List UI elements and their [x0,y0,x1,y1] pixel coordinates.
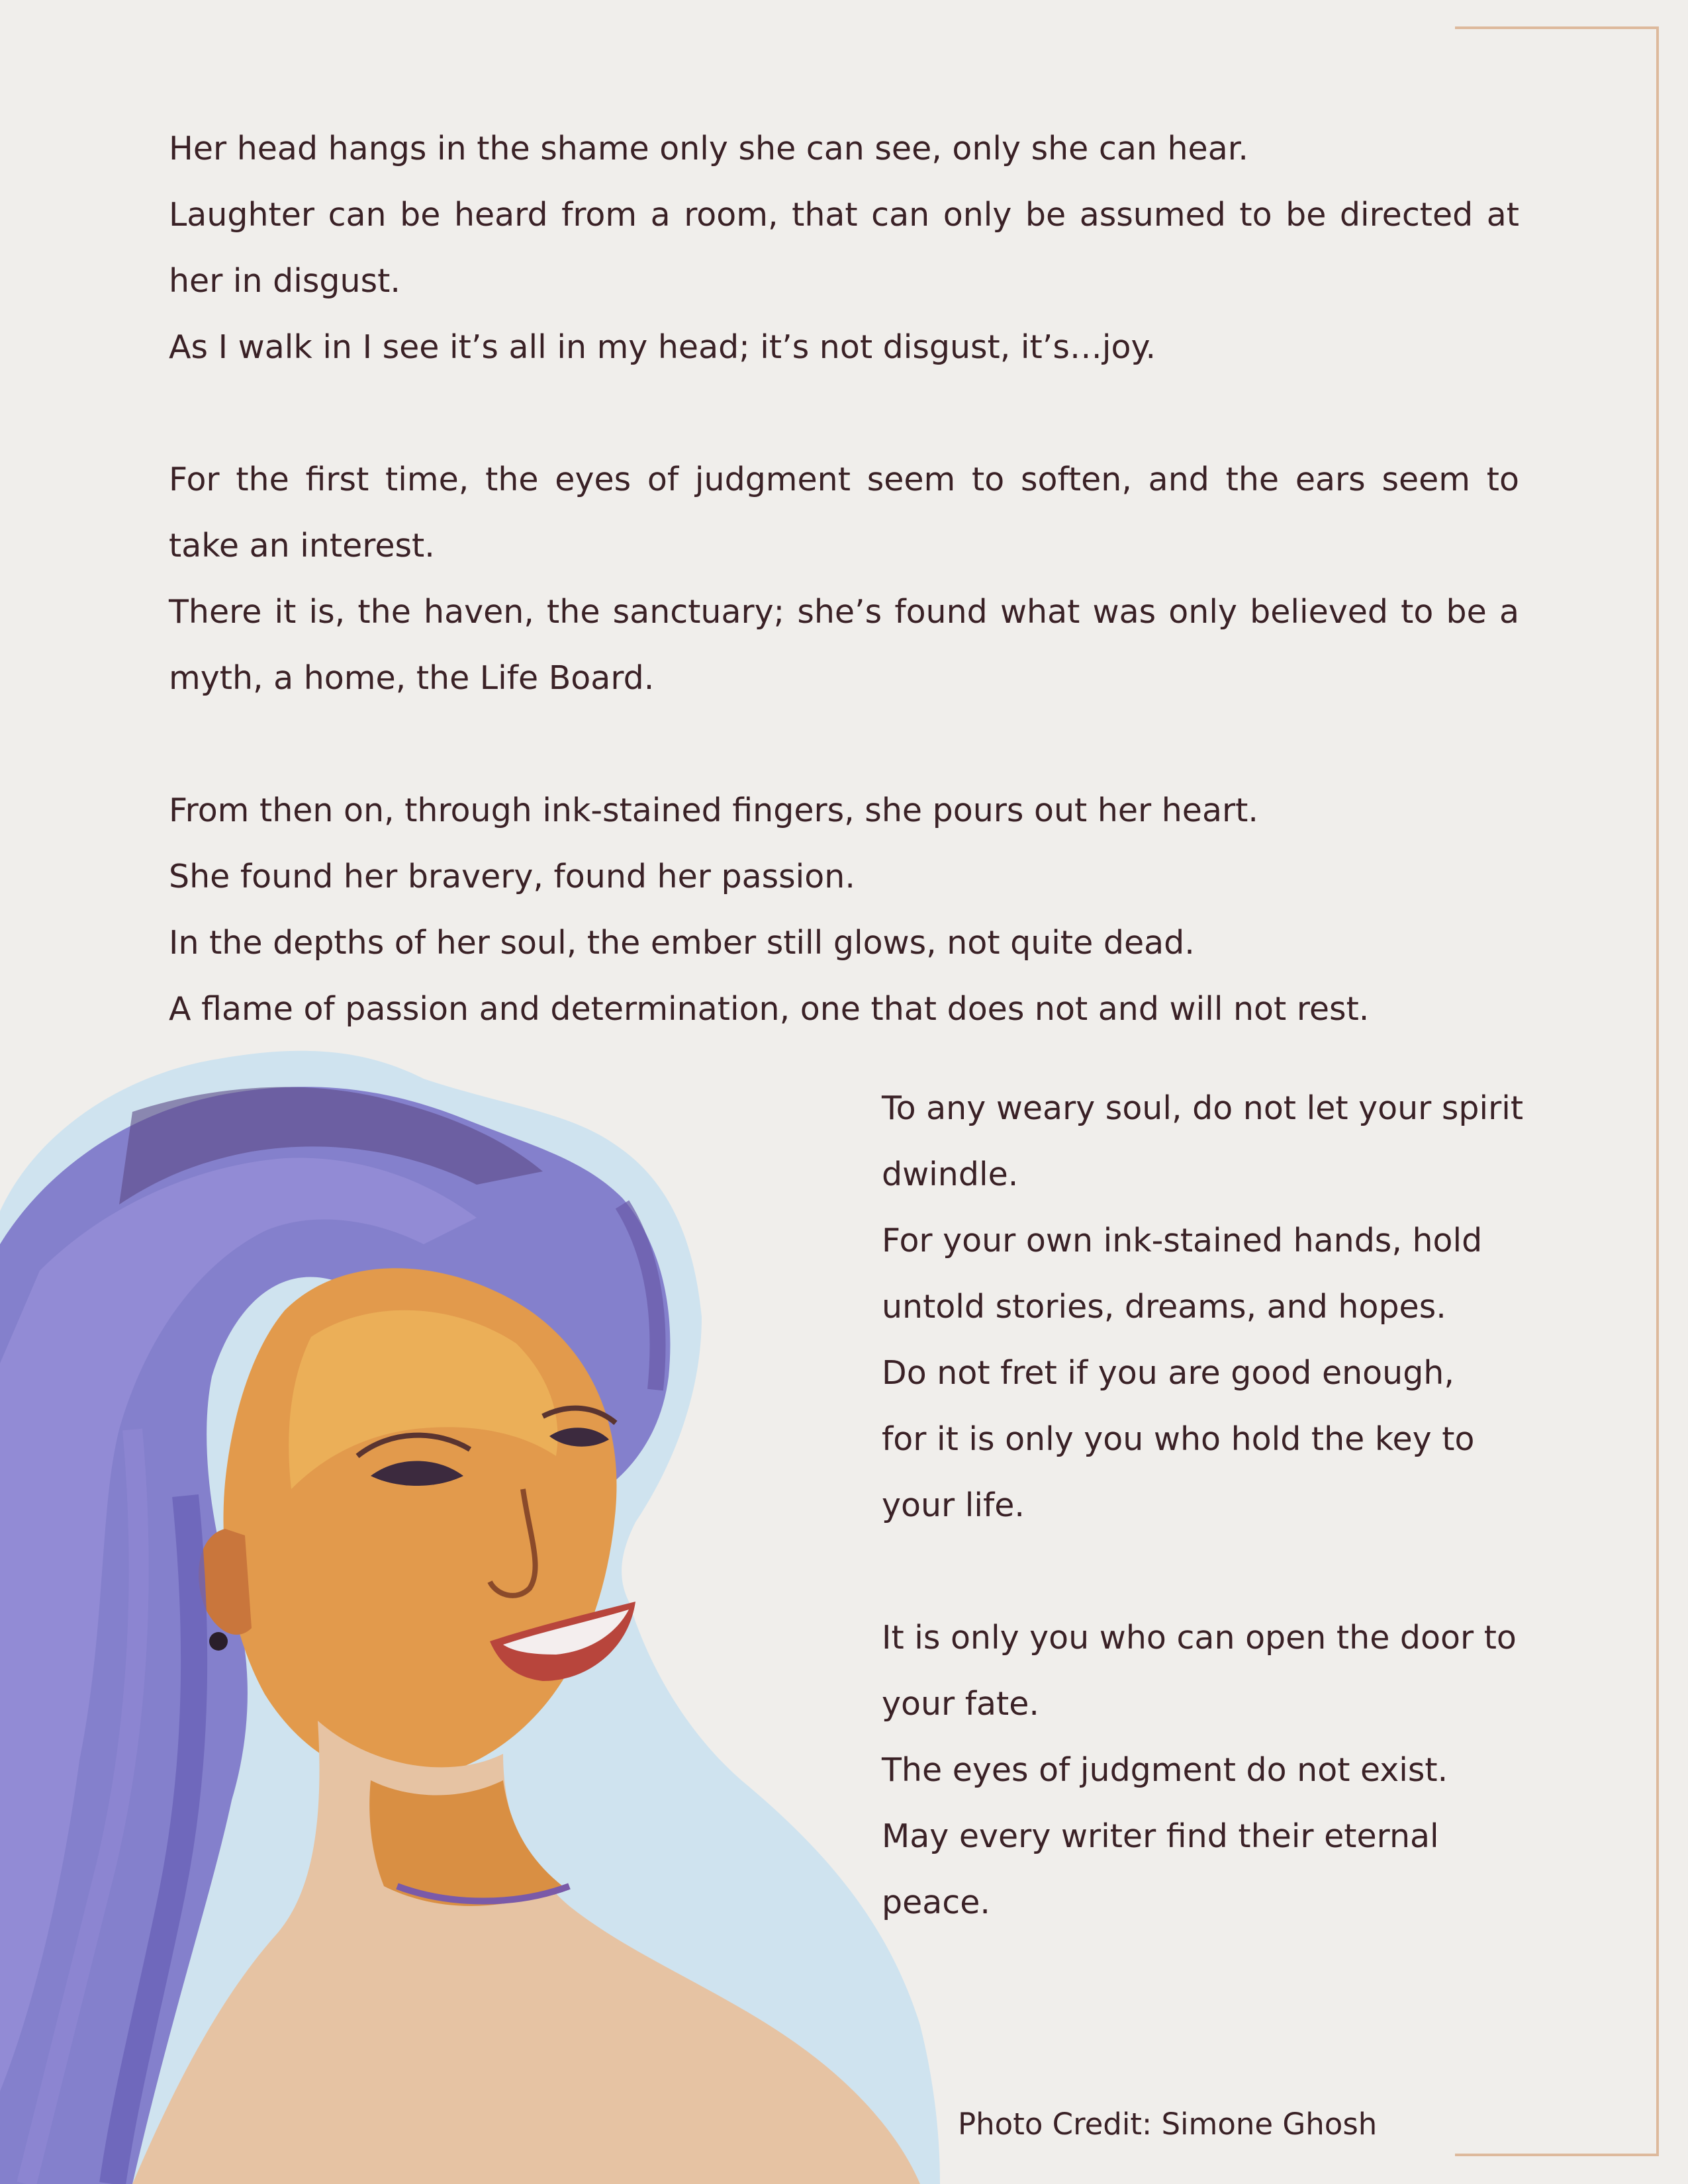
poem-line: She found her bravery, found her passion. [169,858,855,895]
poem-line: For the first time, the eyes of judgment seem to soften, and the ears seem to [169,461,1519,498]
poem-line: take an interest. [169,527,435,565]
poem-line: your fate. [882,1685,1039,1723]
poem-line: myth, a home, the Life Board. [169,659,655,697]
poem-line: your life. [882,1486,1025,1524]
poem-line: May every writer find their eternal [882,1817,1439,1855]
poem-line: Her head hangs in the shame only she can see, only she can hear. [169,130,1248,167]
portrait-illustration [0,1032,940,2184]
poem-line: The eyes of judgment do not exist. [882,1751,1448,1789]
stanza-gap [169,711,1519,778]
poem-line: her in disgust. [169,262,400,300]
poem-line: To any weary soul, do not let your spirit [882,1089,1524,1127]
poem-line: Laughter can be heard from a room, that can only be assumed to be directed at [169,196,1519,234]
poem-line: For your own ink-stained hands, hold [882,1222,1483,1259]
frame-top-border [1455,26,1659,29]
poem-top-block [169,116,1519,1042]
poem-line: dwindle. [882,1156,1019,1193]
poem-line: Do not fret if you are good enough, [882,1354,1454,1392]
poem-right-block [882,1075,1544,1936]
poem-line: From then on, through ink-stained fingers, she pours out her heart. [169,792,1258,829]
poem-line: There it is, the haven, the sanctuary; she’s found what was only believed to be a [169,593,1519,631]
poem-line: It is only you who can open the door to [882,1619,1517,1657]
frame-bottom-border [1455,2154,1659,2156]
poem-line: for it is only you who hold the key to [882,1420,1475,1458]
poem-line: A flame of passion and determination, one that does not and will not rest. [169,990,1370,1028]
poem-line: peace. [882,1884,990,1921]
poem-line: As I walk in I see it’s all in my head; it’s not disgust, it’s…joy. [169,328,1156,366]
photo-credit: Photo Credit: Simone Ghosh [958,2107,1378,2142]
frame-right-border [1656,26,1659,2156]
stanza-gap [169,381,1519,447]
poem-line: In the depths of her soul, the ember still glows, not quite dead. [169,924,1195,962]
poem-line: untold stories, dreams, and hopes. [882,1288,1446,1326]
stanza-gap [882,1539,1544,1605]
